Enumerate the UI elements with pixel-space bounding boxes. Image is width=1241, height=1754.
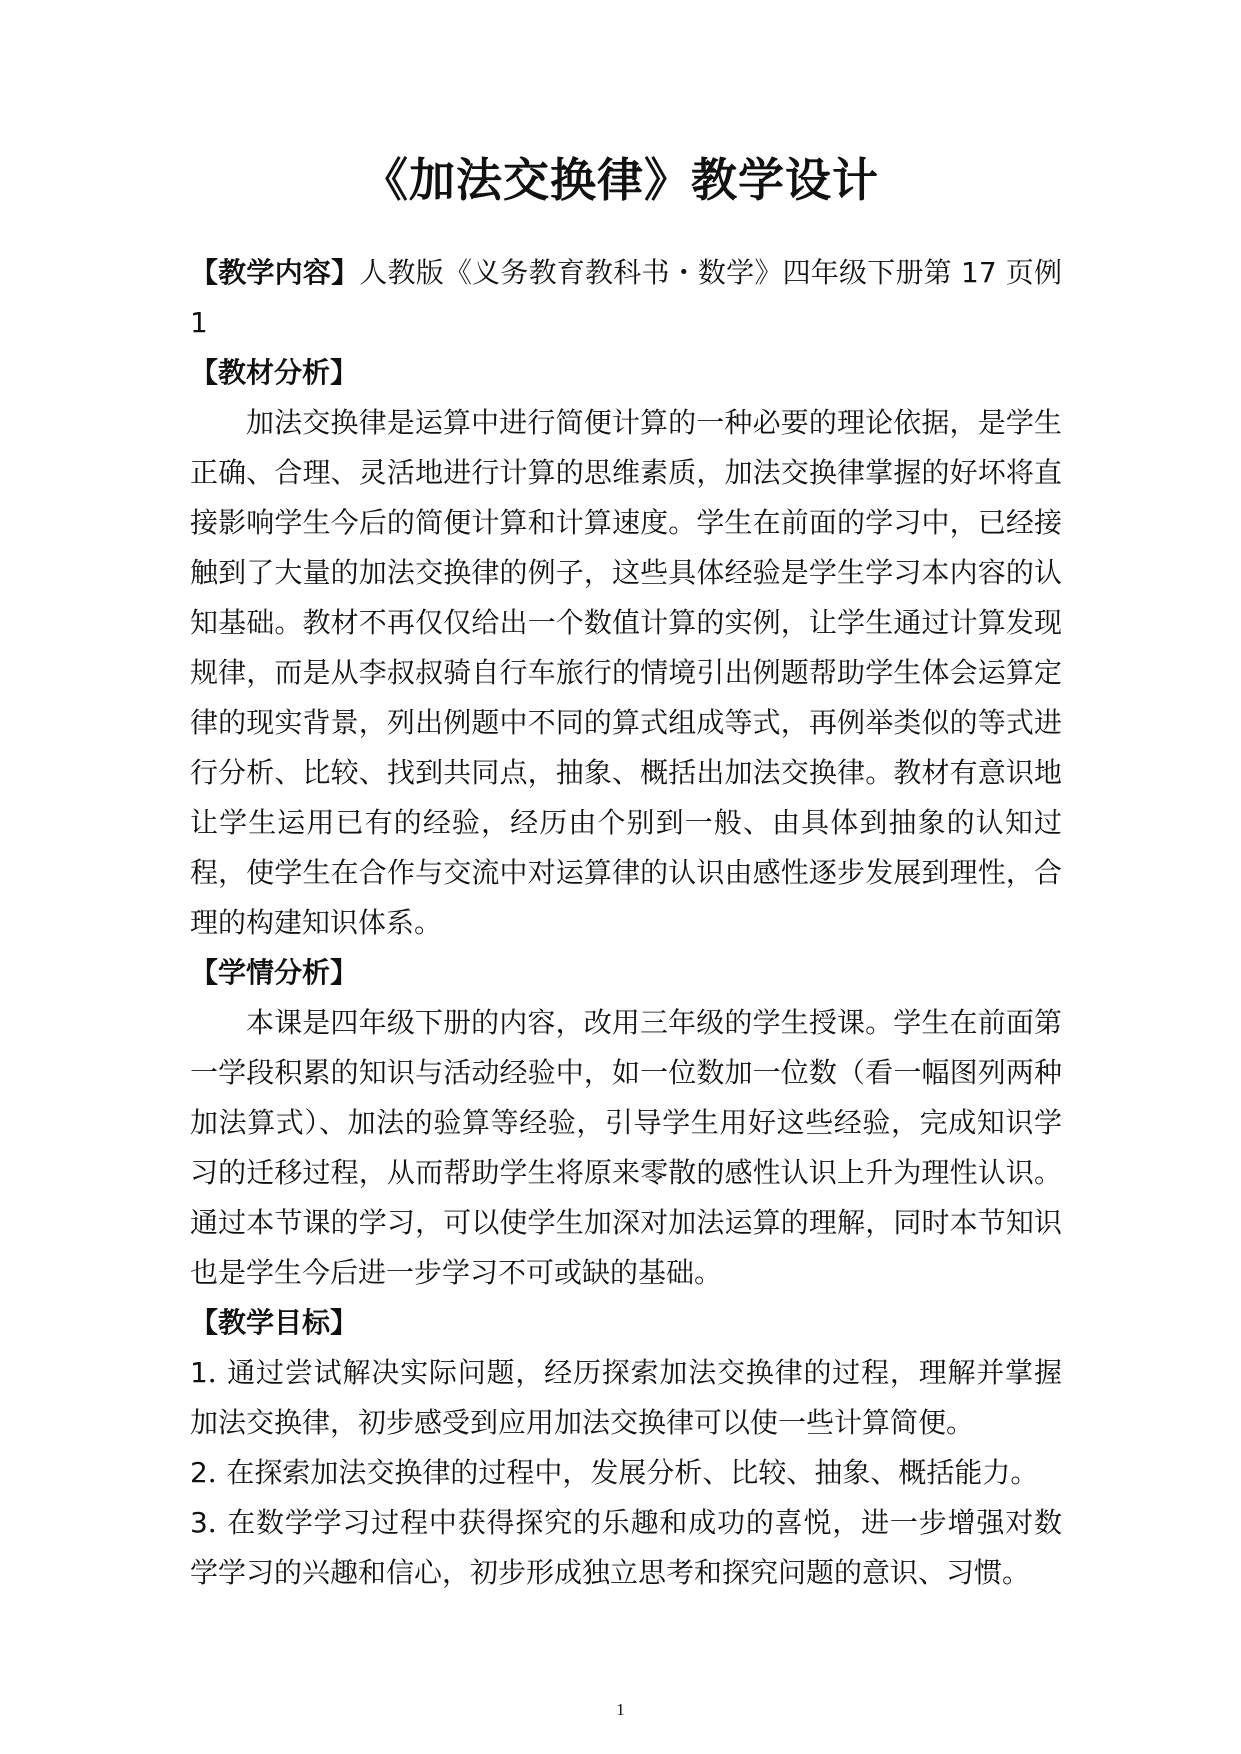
material-analysis-heading: 【教材分析】 [190,356,359,389]
student-analysis-heading: 【学情分析】 [190,956,359,989]
teaching-content-heading: 【教学内容】 [190,256,360,289]
student-analysis-paragraph: 本课是四年级下册的内容，改用三年级的学生授课。学生在前面第一学段积累的知识与活动经验中，如一位数加一位数（看一幅图列两种加法算式）、加法的验算等经验，引导学生用好这些经验，完成知识学习的迁移过程，从而帮助学生将原来零散的感性认识上升为理性认识。通过本节课的学习，可以使学生加深对加法运算的理解，同时本节知识也是学生今后进一步学习不可或缺的基础。 [190,1006,1062,1289]
objective-item [190,1448,1062,1498]
objective-text: 在探索加法交换律的过程中，发展分析、比较、抽象、概括能力。 [226,1456,1039,1489]
objective-number: 2． [190,1456,236,1489]
objective-number: 1． [190,1356,236,1389]
objective-text: 在数学学习过程中获得探究的乐趣和成功的喜悦，进一步增强对数学学习的兴趣和信心，初步形成独立思考和探究问题的意识、习惯。 [190,1506,1062,1589]
objective-item [190,1348,1062,1448]
document-body [190,248,1062,1598]
objective-number: 3． [190,1506,236,1539]
objective-text: 通过尝试解决实际问题，经历探索加法交换律的过程，理解并掌握加法交换律，初步感受到应用加法交换律可以使一些计算简便。 [190,1356,1062,1439]
teaching-content-paragraph [190,248,1062,348]
page-number: 1 [616,1700,625,1719]
objectives-heading: 【教学目标】 [190,1306,359,1339]
teaching-content-text: 人教版《义务教育教科书・数学》四年级下册第 17 页例 1 [190,256,1062,339]
material-analysis-paragraph: 加法交换律是运算中进行简便计算的一种必要的理论依据，是学生正确、合理、灵活地进行计算的思维素质，加法交换律掌握的好坏将直接影响学生今后的简便计算和计算速度。学生在前面的学习中，已经接触到了大量的加法交换律的例子，这些具体经验是学生学习本内容的认知基础。教材不再仅仅给出一个数值计算的实例，让学生通过计算发现规律，而是从李叔叔骑自行车旅行的情境引出例题帮助学生体会运算定律的现实背景，列出例题中不同的算式组成等式，再例举类似的等式进行分析、比较、找到共同点，抽象、概括出加法交换律。教材有意识地让学生运用已有的经验，经历由个别到一般、由具体到抽象的认知过程，使学生在合作与交流中对运算律的认识由感性逐步发展到理性，合理的构建知识体系。 [190,406,1062,939]
objective-item [190,1498,1062,1598]
document-title: 《加法交换律》教学设计 [362,153,879,207]
